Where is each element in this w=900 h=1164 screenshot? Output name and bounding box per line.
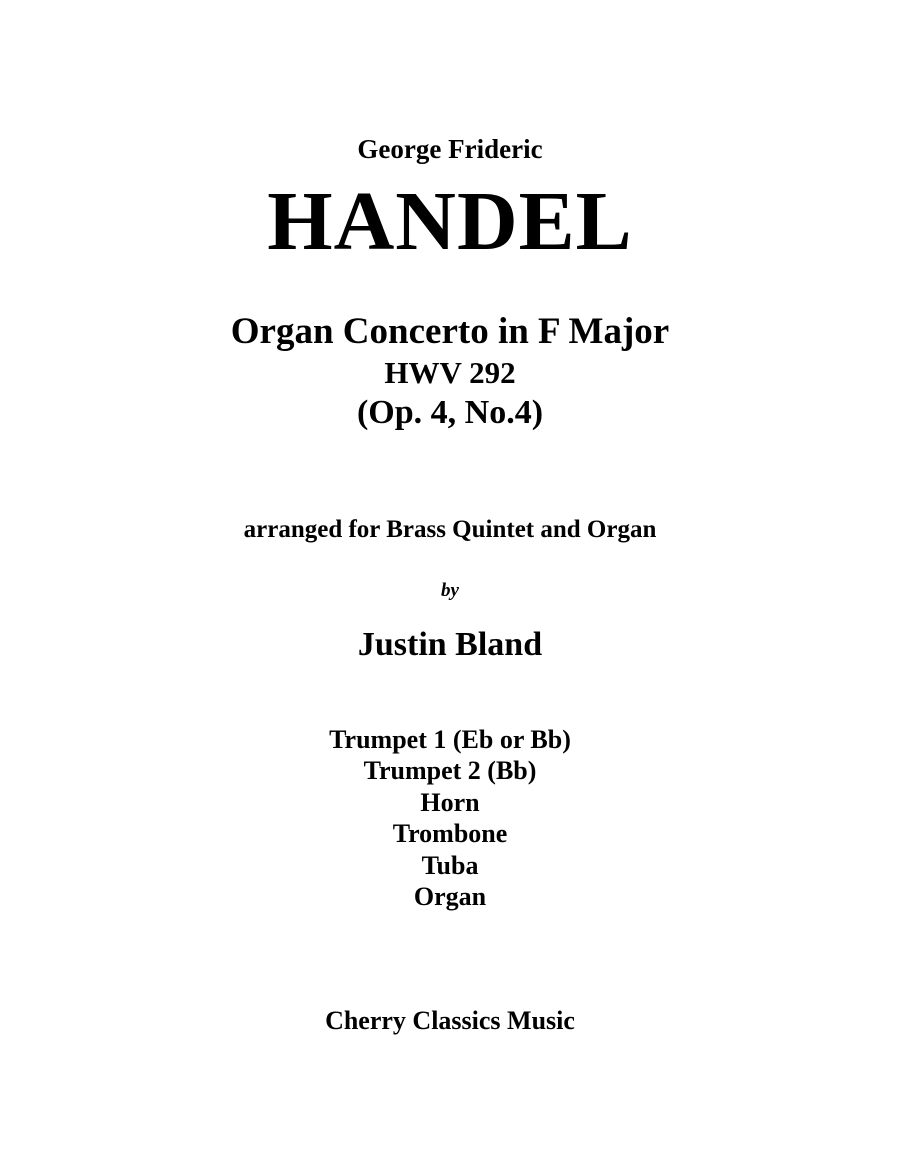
instrument-item: Organ (413, 882, 487, 912)
catalog-number: HWV 292 (384, 355, 516, 390)
instrument-item: Horn (420, 787, 480, 817)
opus-number: (Op. 4, No.4) (356, 394, 544, 431)
work-title: Organ Concerto in F Major (230, 311, 670, 352)
by-label: by (441, 580, 459, 601)
composer-surname: HANDEL (267, 175, 633, 268)
arranger-name: Justin Bland (357, 626, 543, 663)
publisher-name: Cherry Classics Music (325, 1006, 575, 1035)
instrument-item: Trumpet 2 (Bb) (363, 756, 537, 786)
arrangement-description: arranged for Brass Quintet and Organ (243, 516, 657, 543)
instrument-item: Trombone (392, 819, 508, 849)
instrument-item: Trumpet 1 (Eb or Bb) (329, 725, 571, 754)
composer-first-names: George Frideric (357, 134, 543, 164)
instrument-list (0, 724, 900, 912)
instrument-item: Tuba (421, 850, 479, 880)
